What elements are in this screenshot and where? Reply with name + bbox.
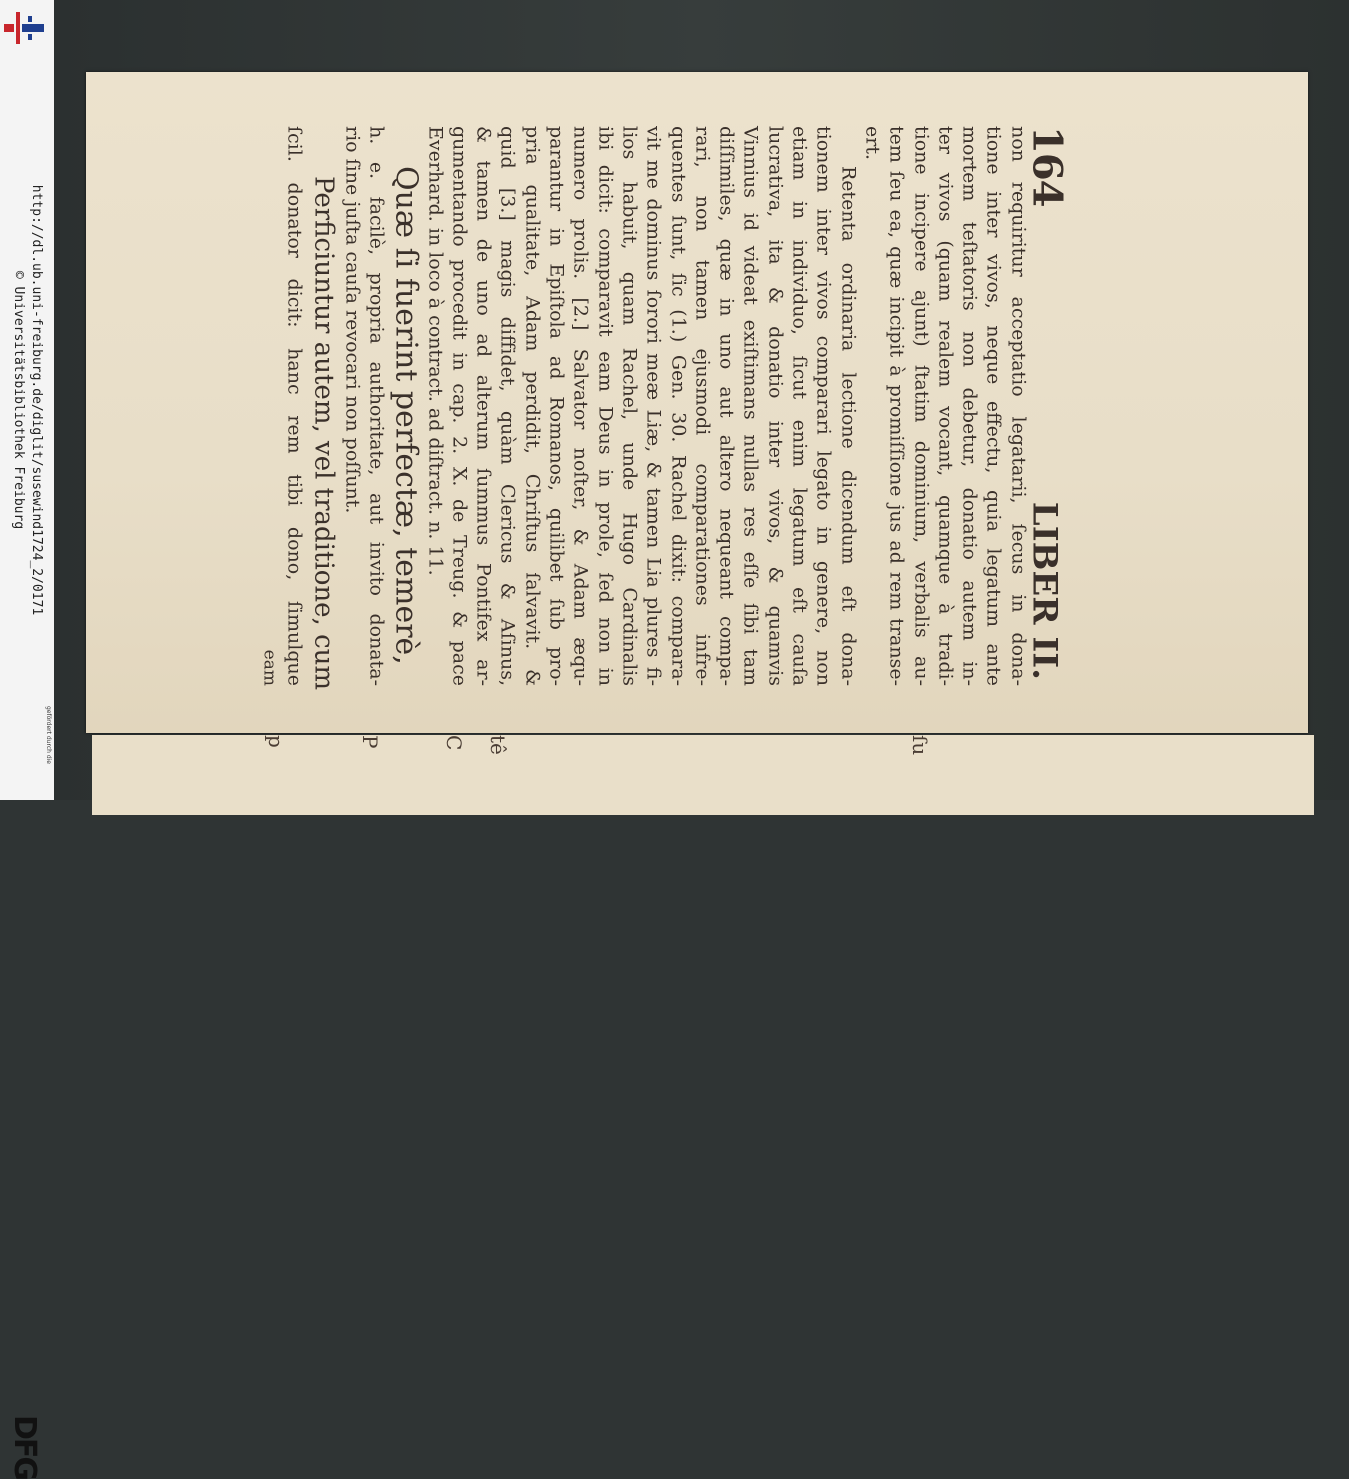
- text-line: lios habuit, quam Rachel, unde Hugo Cardinalis: [618, 126, 641, 686]
- text-line: tione incipere ajunt) ſtatim dominium, verbalis au-: [909, 126, 932, 686]
- dfg-logo-text: DFG: [7, 1415, 42, 1479]
- text-line: quid [3.] magis diffidet, quàm Clericus & Aſinus,: [496, 126, 519, 686]
- library-logo-icon[interactable]: [2, 6, 46, 50]
- next-page-fragment: C: [442, 735, 466, 751]
- next-page-fragment: ſu: [908, 735, 932, 756]
- dfg-funding-note: gefördert durch die: [45, 706, 52, 764]
- next-page-edge: [92, 735, 1314, 815]
- page-text: [258, 126, 1071, 691]
- text-line: non requiritur acceptatio legatarii, ſecus in dona-: [1007, 126, 1030, 686]
- text-line: Everhard. in loco à contract. ad diſtract. n. 11.: [424, 126, 447, 576]
- text-line: etiam in individuo, ſicut enim legatum eſt cauſa: [788, 126, 811, 686]
- source-citation: [9, 185, 45, 615]
- text-line: lucrativa, ita & donatio inter vivos, & quamvis: [764, 126, 787, 686]
- text-line: tione inter vivos, neque effectu, quia legatum ante: [982, 126, 1005, 686]
- next-page-fragment: p: [264, 735, 288, 748]
- text-line: rari, non tamen ejusmodi comparationes infre-: [691, 126, 714, 686]
- text-line: quentes ſunt, ſic (1.) Gen. 30. Rachel dixit: compara-: [667, 126, 689, 686]
- text-line: rio ſine juſta cauſa revocari non poſſunt.: [341, 126, 364, 514]
- text-line: gumentando procedit in cap. 2. X. de Treug. & pace: [448, 126, 471, 686]
- text-line: tionem inter vivos comparari legato in genere, non: [812, 126, 835, 686]
- source-url[interactable]: http://dl.ub.uni-freiburg.de/diglit/susewind1724_2/0171: [29, 184, 44, 616]
- running-head: LIBER II.: [1024, 501, 1065, 680]
- text-line: h. e. facilè, propria authoritate, aut invito donata-: [365, 126, 388, 686]
- next-page-fragment: P: [358, 735, 382, 749]
- text-line: numero prolis. [2.] Salvator noſter, & Adam æqu-: [569, 126, 592, 686]
- text-line: tem ſeu ea, quæ incipit à promiſſione jus ad rem transe-: [885, 126, 908, 686]
- catchword: eam: [259, 649, 280, 686]
- text-line: parantur in Epiſtola ad Romanos, quilibet ſub pro-: [545, 126, 568, 686]
- text-line: & tamen de uno ad alterum ſummus Pontifex ar-: [472, 126, 495, 686]
- text-line: vit me dominus ſorori meæ Liæ, & tamen Lia plures fi-: [642, 126, 665, 686]
- copyright-notice: © Universitätsbibliothek Freiburg: [11, 270, 26, 530]
- text-line: ert.: [861, 126, 884, 161]
- text-line: mortem teſtatoris non debetur, donatio autem in-: [958, 126, 981, 686]
- text-line: ter vivos (quam realem vocant, quamque à tradi-: [934, 126, 957, 686]
- text-line: Vinnius id videat exiſtimans nullas res eſſe ſibi tam: [739, 126, 762, 686]
- text-line: diſſimiles, quæ in uno aut altero nequeant compa-: [715, 126, 738, 686]
- text-line: ſcil. donator dicit: hanc rem tibi dono, ſimulque: [283, 126, 306, 686]
- paragraph-start: Perficiuntur autem, vel traditione, cum: [308, 176, 339, 691]
- body-text: [423, 126, 1030, 686]
- next-page-fragment: tê: [486, 735, 510, 755]
- section-heading: Quæ ſi fuerint perfectæ, temerè,: [388, 166, 424, 665]
- page-number: 164: [1023, 126, 1071, 207]
- viewer-sidebar: [0, 0, 55, 1479]
- text-line: ibi dicit: comparavit eam Deus in prole, ſed non in: [594, 126, 617, 686]
- text-line: pria qualitate, Adam perdidit, Chriſtus ſalvavit. &: [521, 126, 544, 686]
- text-line: Retenta ordinaria lectione dicendum eſt dona-: [837, 166, 860, 686]
- page-header: [1023, 126, 1071, 686]
